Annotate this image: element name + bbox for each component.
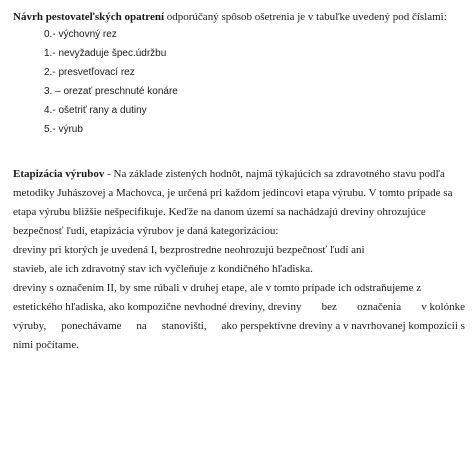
line-8-word: estetického hľadiska, ako kompozične nevhodné dreviny, dreviny — [13, 301, 302, 313]
etapizacia-line-7: dreviny s označením II, by sme rúbali v druhej etape, ale v tomto prípade ich odstraňujeme z — [13, 282, 422, 294]
etapizacia-section — [13, 167, 465, 357]
etapizacia-line-2: metodiky Juhászovej a Machovca, je určená pri každom jedincovi etapa výrubu. V tomto prípade sa — [13, 187, 453, 199]
etapizacia-line-5: dreviny pri ktorých je uvedená I, bezprostredne neohrozujú bezpečnosť ľudí ani — [13, 244, 365, 256]
line-8-word: bez — [321, 301, 337, 313]
line-9-word: ako perspektívne dreviny a v navrhovanej kompozícii s — [221, 320, 465, 332]
etapizacia-line-3: etapa výrubu bližšie nešpecifikuje. Keďže na danom území sa nachádzajú dreviny ohrozujúce — [13, 206, 426, 218]
line-9-word: výruby, — [13, 320, 47, 332]
line-9-word: ponechávame — [61, 320, 122, 332]
treatment-list — [44, 28, 178, 142]
intro-text: odporúčaný spôsob ošetrenia je v tabuľke uvedený pod číslami: — [164, 11, 447, 23]
treatment-item-4: 4.- ošetriť rany a dutiny — [44, 105, 147, 116]
treatment-item-0: 0.- výchovný rez — [44, 29, 117, 40]
treatment-item-1: 1.- nevyžaduje špec.údržbu — [44, 48, 167, 59]
etapizacia-line-4: bezpečnosť ľudí, etapizácia výrubov je daná kategorizáciou: — [13, 225, 279, 237]
line-8-word: označenia — [357, 301, 402, 313]
line-8-word: v kolónke — [421, 301, 465, 313]
etapizacia-line-1-text: - Na základe zistených hodnôt, najmä týkajúcich sa zdravotného stavu podľa — [104, 168, 445, 180]
etapizacia-line-1 — [13, 167, 465, 186]
treatment-item-2: 2.- presvetľovací rez — [44, 67, 135, 78]
treatment-item-5: 5.- výrub — [44, 124, 83, 135]
etapizacia-line-8 — [13, 300, 465, 319]
line-9-word: stanovišti, — [161, 320, 207, 332]
etapizacia-heading: Etapizácia výrubov — [13, 168, 105, 180]
etapizacia-line-9 — [13, 319, 465, 338]
etapizacia-line-10: nimi počítame. — [13, 339, 79, 351]
line-9-word: na — [136, 320, 147, 332]
treatment-item-3: 3. – orezať preschnuté konáre — [44, 86, 178, 97]
intro-paragraph — [13, 10, 468, 24]
etapizacia-line-6: stavieb, ale ich zdravotný stav ich vyčleňuje z kondičného hľadiska. — [13, 263, 313, 275]
intro-heading: Návrh pestovateľských opatrení — [13, 11, 165, 23]
